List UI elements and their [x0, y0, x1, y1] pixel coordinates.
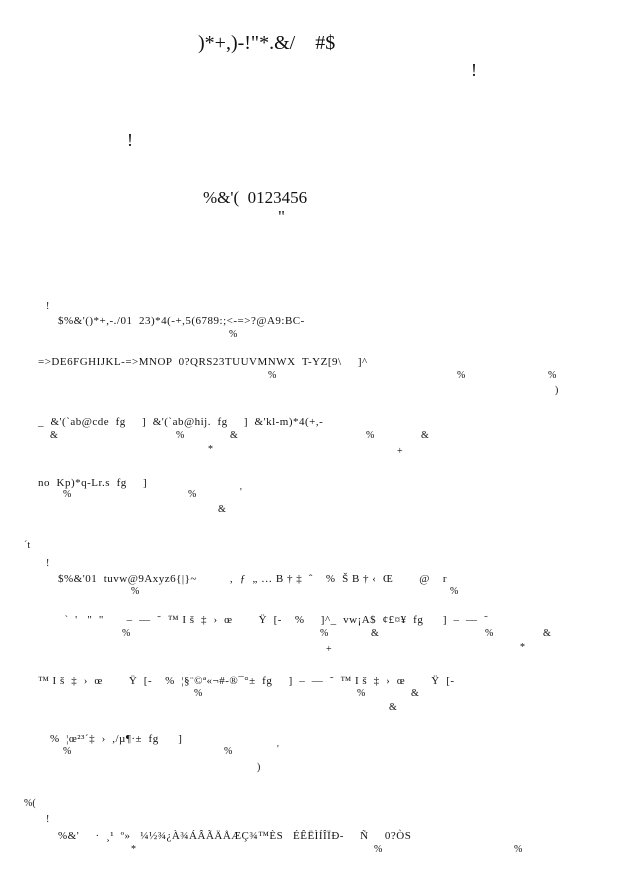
- section-2-marker: ´t: [24, 540, 31, 551]
- section-2-mark: &: [389, 702, 397, 713]
- section-3-mark: *: [131, 844, 136, 855]
- section-3-line-1: %&' · ¸¹ º» ¼½¾¿À¾ÁÂÃÄÅÆÇ¾™ÈS ÉÊËÌÍÎÏÐ- Ñ 0?ÒS: [58, 830, 412, 842]
- section-2-mark: &: [543, 628, 551, 639]
- section-1-mark: &: [50, 430, 58, 441]
- section-3-mark: %: [514, 844, 523, 855]
- section-1-mark: ': [240, 487, 242, 498]
- section-2-mark: %: [122, 628, 131, 639]
- page-title: )*+,)-!"*.&/ #$: [198, 32, 336, 54]
- section-2-mark: %: [224, 746, 233, 757]
- section-2-mark: &: [371, 628, 379, 639]
- section-2-mark: %: [450, 586, 459, 597]
- section-1-line-1: $%&'()*+,-./01 23)*4(-+,5(6789:;<-=>?@A9:BC-: [58, 315, 305, 327]
- section-2-line-1: $%&'01 tuvw@9Axyz6{|}~ ‚ ƒ „ … B † ‡ ˆ % Š B † ‹ Œ @ r: [58, 573, 448, 585]
- section-3-marker: %(: [24, 798, 36, 809]
- header-mark-right: !: [471, 60, 477, 80]
- section-2-mark: %: [131, 586, 140, 597]
- section-2-mark: %: [63, 746, 72, 757]
- section-1-mark: %: [229, 329, 238, 340]
- section-2-mark: ': [277, 744, 279, 755]
- section-1-line-2: =>DE6FGHIJKL-=>MNOP 0?QRS23TUUVMNWX T-YZ[9\ ]^: [38, 356, 368, 368]
- section-1-mark: &: [421, 430, 429, 441]
- section-2-mark: %: [357, 688, 366, 699]
- section-1-mark: ): [555, 385, 559, 396]
- section-1-mark: %: [548, 370, 557, 381]
- section-2-mark: ): [257, 762, 261, 773]
- section-1-line-4: no Kp)*q-Lr.s fg ]: [38, 477, 148, 489]
- section-1-mark: %: [188, 489, 197, 500]
- section-1-mark: *: [208, 444, 213, 455]
- section-1-mark: +: [397, 446, 403, 457]
- section-2-mark: %: [320, 628, 329, 639]
- subtitle-mark: ": [278, 207, 285, 226]
- section-2-line-4: % ¦œ²³´‡ › ,/µ¶·± fg ]: [50, 733, 183, 745]
- section-2-mark: *: [520, 642, 525, 653]
- section-1-mark: %: [268, 370, 277, 381]
- header-mark-left: !: [127, 130, 133, 150]
- section-3-bullet: !: [46, 814, 50, 825]
- section-2-mark: %: [194, 688, 203, 699]
- section-2-line-2: ` ' " " – — ˜ ™ I š ‡ › œ Ÿ [- % ]^_ vw¡A$ ¢£¤¥ fg ] – — ˜: [58, 614, 489, 626]
- section-1-line-3: _ &'(`ab@cde fg ] &'(`ab@hij. fg ] &'kl-m)*4(+,-: [38, 416, 324, 428]
- section-1-bullet: !: [46, 301, 50, 312]
- section-1-mark: %: [176, 430, 185, 441]
- section-2-line-3: ™ I š ‡ › œ Ÿ [- % ¦§¨©ª«¬#-®¯°± fg ] – — ˜ ™ I š ‡ › œ Ÿ [-: [38, 675, 455, 687]
- section-1-mark: %: [366, 430, 375, 441]
- section-1-marker:  : [24, 285, 32, 296]
- section-2-bullet: !: [46, 558, 50, 569]
- subtitle: %&'( 0123456: [203, 188, 308, 207]
- section-1-mark: &: [230, 430, 238, 441]
- section-3-mark: %: [374, 844, 383, 855]
- section-1-mark: %: [457, 370, 466, 381]
- section-2-mark: +: [326, 644, 332, 655]
- section-2-mark: %: [485, 628, 494, 639]
- section-1-mark: &: [218, 504, 226, 515]
- section-2-mark: &: [411, 688, 419, 699]
- section-1-mark: %: [63, 489, 72, 500]
